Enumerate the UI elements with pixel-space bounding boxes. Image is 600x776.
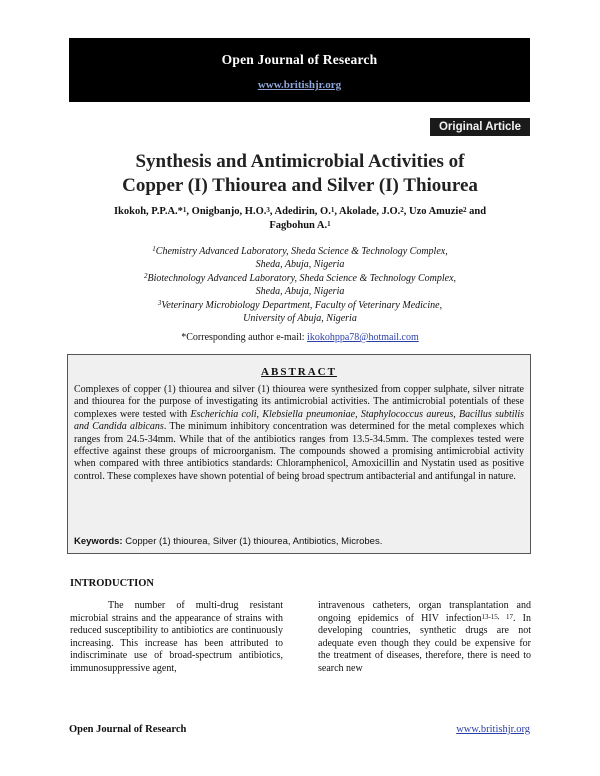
intro-column-left [70,600,283,675]
organism-name: Staphylococcus aureus [360,408,454,420]
intro-text: . In developing countries, synthetic drugs are not adequate even though they could be expensive for the treatment of diseases, therefore, there is need to search new [318,612,531,674]
affiliation [100,272,500,285]
affil-ref: 2 [462,206,467,214]
footer-url-link[interactable]: www.britishjr.org [456,724,530,735]
intro-column-right [318,600,531,675]
organism-name: Bacillus subtilis and Candida albicans [74,408,524,433]
keywords-label: Keywords: [74,536,123,547]
affiliation-line-2: Sheda, Abuja, Nigeria [255,286,345,298]
author: Ikokoh, P.P.A.* [113,206,183,217]
intro-text: intravenous catheters, organ transplantation and ongoing epidemics of HIV infection [318,600,531,624]
affiliations [100,245,500,325]
organism-name: Escherichia coli [190,408,257,420]
author: , Uzo Amuzie [403,206,463,217]
keywords-list: Copper (1) thiourea, Silver (1) thiourea, Antibiotics, Microbes. [122,536,383,547]
separator: , [355,408,361,420]
affil-line: Biotechnology Advanced Laboratory, Sheda Science & Technology Complex, [147,272,457,284]
abstract-text [74,384,524,483]
journal-url-link[interactable]: www.britishjr.org [257,79,342,91]
affil-line: Chemistry Advanced Laboratory, Sheda Science & Technology Complex, [155,246,448,257]
author: , Akolade, J.O. [334,206,401,217]
separator: , [256,408,263,420]
affiliation-line-2: Sheda, Abuja, Nigeria [255,259,345,271]
email-link[interactable]: ikokohppa78@hotmail.com [307,332,419,343]
author-conjunction: and [466,206,487,217]
author: Fagbohun A. [269,220,328,231]
affil-ref: 1 [330,206,335,214]
author-list [80,205,520,233]
title-line-2: Copper (I) Thiourea and Silver (I) Thiourea [122,175,478,196]
abstract-heading [68,366,530,378]
affil-number: 1 [152,245,156,253]
affil-ref: 3 [266,206,270,214]
affil-line: Veterinary Microbiology Department, Faculty of Veterinary Medicine, [161,299,443,311]
affiliation-line-2: University of Abuja, Nigeria [243,313,357,325]
footer-journal-name: Open Journal of Research [69,724,187,735]
corresponding-author [0,332,600,343]
affil-number: 2 [143,271,148,280]
affil-number: 3 [157,298,162,307]
author: , Adedirin, O. [269,206,331,217]
separator: , [453,408,460,420]
organism-name: Klebsiella pneumoniae [262,408,356,420]
affil-ref: 1 [327,220,331,228]
introduction-heading: INTRODUCTION [70,578,155,589]
abstract-text-part: Complexes of copper (1) thiourea and silver (1) thiourea were synthesized from copper sulphate, silver nitrate and thiourea for the purpose of investigating its antimicrobial activities. The antimicrobial potentials of these complexes were tested with [74,384,524,420]
paper-title [60,150,540,198]
corresponding-label: *Corresponding author e-mail: [181,332,308,343]
affil-ref: 1 [182,206,187,214]
journal-title: Open Journal of Research [221,52,378,67]
intro-paragraph [318,600,531,675]
abstract-box [67,354,531,554]
title-line-1: Synthesis and Antimicrobial Activities of [135,151,465,172]
article-type-badge: Original Article [430,118,530,136]
author: , Onigbanjo, H.O. [186,206,267,217]
citation-ref: 13-15, 17 [481,612,513,621]
affiliation [100,299,500,312]
intro-paragraph: The number of multi-drug resistant microbial strains and the appearance of strains with reduced susceptibility to antibiotics are continuously increasing. This increase has been attributed to indiscriminate use of broad-spectrum antibiotics, immunosuppressive agent, [70,600,283,674]
keywords [74,536,382,547]
abstract-heading-text: ABSTRACT [261,366,337,378]
affil-ref: 2 [400,206,404,214]
affiliation [100,245,500,258]
abstract-text-part: . The minimum inhibitory concentration was determined for the metal complexes which ranges from 24.5-34mm. While that of the antibiotics ranges from 13.5-34.5mm. The complexes tested were effective against these groups of microorganism. The compounds showed a promising antimicrobial activity when compared with three antibiotics standards: Chloramphenicol, Amoxicillin and Nystatin used as positive control. These complexes have shown potential of being broad spectrum antibacterial and antifungal in nature. [74,421,524,482]
journal-banner [69,38,530,102]
